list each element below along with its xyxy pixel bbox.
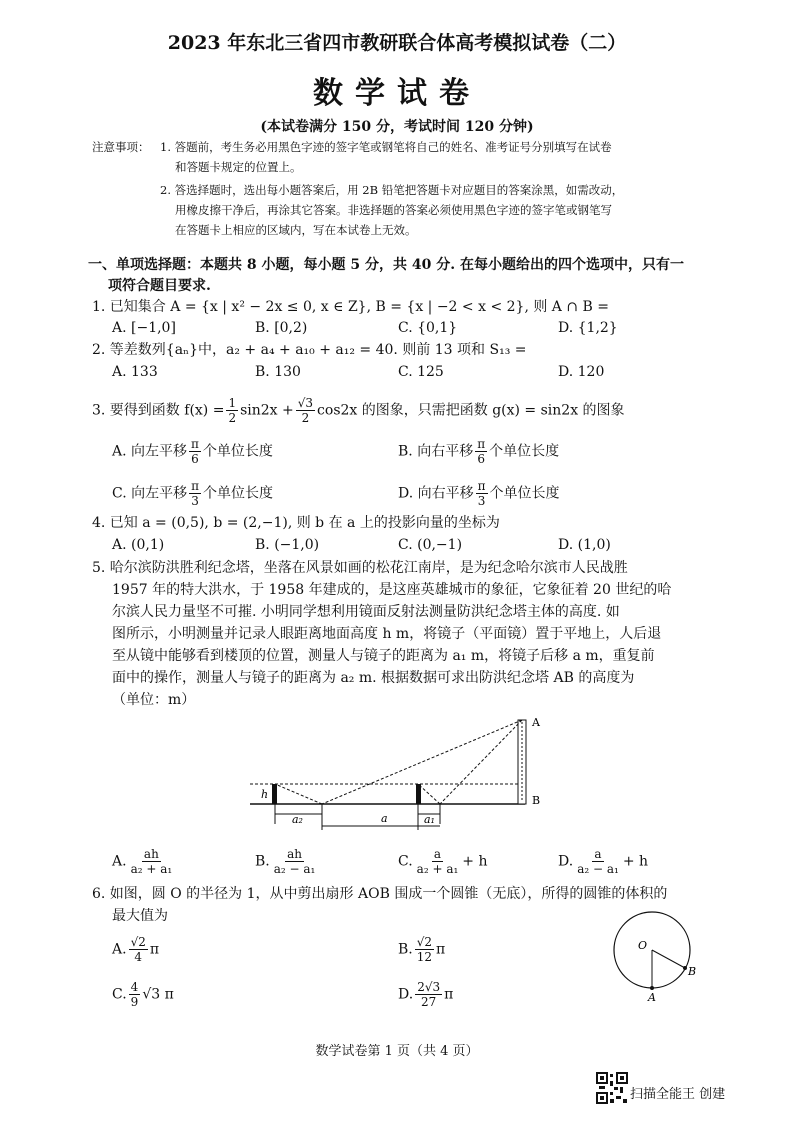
- q3-option-b: B. 向右平移 $\frac{\pi}{6}$ 个单位长度: [398, 437, 560, 466]
- q6-line-1: 6. 如图，圆 O 的半径为 1，从中剪出扇形 AOB 围成一个圆锥（无底），所得的圆锥的体积的: [92, 886, 668, 902]
- note-2-line-2: 用橡皮擦干净后，再涂其它答案。非选择题的答案必须使用黑色字迹的签字笔或钢笔写: [175, 203, 612, 217]
- svg-text:A: A: [532, 716, 540, 729]
- svg-text:B: B: [532, 794, 541, 807]
- q4-option-b: B. (−1,0): [255, 537, 320, 553]
- q1-option-c: C. {0,1}: [398, 320, 458, 336]
- q2-option-d: D. 120: [558, 364, 605, 380]
- q1-option-a: A. [−1,0]: [112, 320, 176, 336]
- q6-option-b: B. $\frac{√2}{12}$ π: [398, 935, 446, 964]
- q3-option-c: C. 向左平移 $\frac{\pi}{3}$ 个单位长度: [112, 479, 274, 508]
- svg-text:A: A: [648, 991, 656, 1004]
- q5-mirror-diagram: [250, 712, 560, 837]
- q4-option-a: A. (0,1): [112, 537, 165, 553]
- svg-text:a₁: a₁: [424, 813, 435, 826]
- q5-line-1: 5. 哈尔滨防洪胜利纪念塔，坐落在风景如画的松花江南岸，是为纪念哈尔滨市人民战胜: [92, 560, 628, 576]
- q2-option-a: A. 133: [112, 364, 158, 380]
- q5-option-b: B. $\frac{ah}{\text{a₂ − a₁}}$: [255, 847, 316, 876]
- q2-stem: 2. 等差数列{aₙ}中，a₂ + a₄ + a₁₀ + a₁₂ = 40. 则前 13 项和 S₁₃ =: [92, 342, 527, 358]
- qr-code-icon: [596, 1072, 628, 1104]
- q3-stem: 3. 要得到函数 f(x) = $\frac{1}{2}$ sin2x + $\frac{√3}{2}$ cos2x 的图象，只需把函数 g(x) = sin2x 的图象: [92, 396, 625, 425]
- q5-line-2: 1957 年的特大洪水，于 1958 年建成的，是这座英雄城市的象征，它象征着 20 世纪的哈: [112, 582, 672, 598]
- q2-option-c: C. 125: [398, 364, 444, 380]
- q5-line-7: （单位：m）: [112, 692, 196, 708]
- svg-text:h: h: [261, 788, 269, 801]
- q1-option-d: D. {1,2}: [558, 320, 618, 336]
- section-heading: 一、单项选择题：本题共 8 小题，每小题 5 分，共 40 分. 在每小题给出的四个选项中，只有一: [88, 257, 684, 273]
- q1-stem: 1. 已知集合 A = {x | x² − 2x ≤ 0, x ∈ Z}, B = {x | −2 < x < 2}, 则 A ∩ B =: [92, 299, 610, 315]
- section-heading-2: 项符合题目要求.: [108, 278, 211, 294]
- exam-title: 2023 年东北三省四市教研联合体高考模拟试卷（二）: [167, 32, 627, 54]
- q5-line-5: 至从镜中能够看到楼顶的位置，测量人与镜子的距离为 a₁ m，将镜子后移 a m，重复前: [112, 648, 655, 664]
- exam-info: (本试卷满分 150 分，考试时间 120 分钟): [260, 119, 534, 135]
- q3-option-a: A. 向左平移 $\frac{\pi}{6}$ 个单位长度: [112, 437, 273, 466]
- svg-text:a₂: a₂: [292, 813, 303, 826]
- svg-text:O: O: [638, 939, 648, 952]
- q4-option-d: D. (1,0): [558, 537, 611, 553]
- svg-text:B: B: [688, 965, 697, 978]
- subject-title: 数学试卷: [313, 76, 481, 111]
- note-1-line-2: 和答题卡规定的位置上。: [175, 160, 302, 174]
- q5-line-6: 面中的操作，测量人与镜子的距离为 a₂ m. 根据数据可求出防洪纪念塔 AB 的高度为: [112, 670, 635, 686]
- q1-option-b: B. [0,2): [255, 320, 308, 336]
- note-2-line-3: 在答题卡上相应的区域内，写在本试卷上无效。: [175, 223, 417, 237]
- q5-line-4: 图所示，小明测量并记录人眼距离地面高度 h m，将镜子（平面镜）置于平地上，人后退: [112, 626, 662, 642]
- q5-option-c: C. $\frac{a}{\text{a₂ + a₁}}$ + h: [398, 847, 488, 876]
- q6-option-a: A. $\frac{√2}{4}$ π: [112, 935, 160, 964]
- q6-option-c: C. $\frac{4}{9}$ √3 π: [112, 980, 174, 1009]
- q4-option-c: C. (0,−1): [398, 537, 463, 553]
- page-footer: 数学试卷第 1 页（共 4 页）: [315, 1044, 479, 1059]
- q5-option-d: D. $\frac{a}{\text{a₂ − a₁}}$ + h: [558, 847, 649, 876]
- svg-text:a: a: [381, 812, 388, 825]
- q3-option-d: D. 向右平移 $\frac{\pi}{3}$ 个单位长度: [398, 479, 560, 508]
- note-2-line-1: 2. 答选择题时，选出每小题答案后，用 2B 铅笔把答题卡对应题目的答案涂黑，如需改动，: [160, 183, 624, 197]
- q2-option-b: B. 130: [255, 364, 301, 380]
- notes-label: 注意事项：: [92, 140, 150, 154]
- q6-line-2: 最大值为: [112, 908, 168, 924]
- q4-stem: 4. 已知 a = (0,5), b = (2,−1), 则 b 在 a 上的投影向量的坐标为: [92, 515, 500, 531]
- q5-line-3: 尔滨人民力量坚不可摧. 小明同学想利用镜面反射法测量防洪纪念塔主体的高度. 如: [112, 604, 620, 620]
- q6-option-d: D. $\frac{2√3}{27}$ π: [398, 980, 454, 1009]
- scanner-watermark: 扫描全能王 创建: [630, 1087, 726, 1102]
- q5-option-a: A. $\frac{ah}{\text{a₂ + a₁}}$: [112, 847, 173, 876]
- note-1-line-1: 1. 答题前，考生务必用黑色字迹的签字笔或钢笔将自己的姓名、准考证号分别填写在试卷: [160, 140, 612, 154]
- q6-circle-diagram: [600, 905, 710, 1015]
